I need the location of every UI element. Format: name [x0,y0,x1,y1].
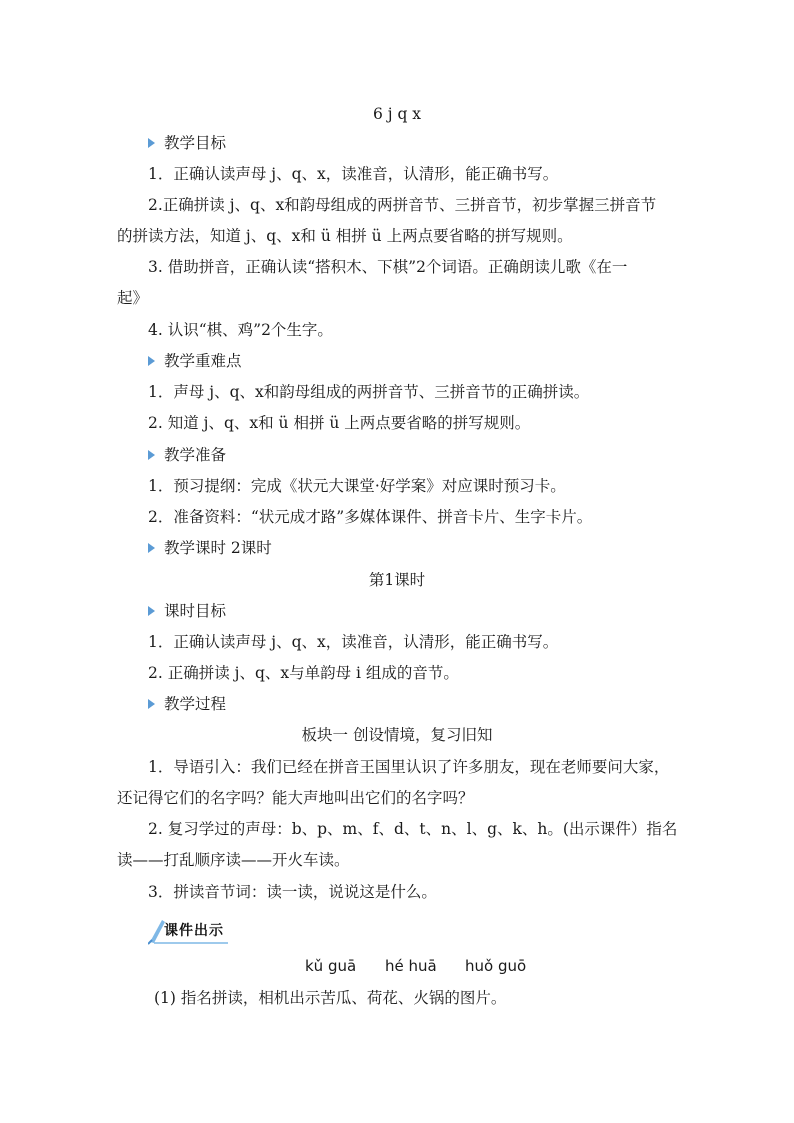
lesson-title: 6 j q x [372,105,422,123]
paragraph: 的拼读方法，知道 j、q、x和 ü 相拼 ü 上两点要省略的拼写规则。 [117,227,573,245]
paragraph: 还记得它们的名字吗？能大声地叫出它们的名字吗？ [117,789,474,807]
section-heading-text: 课时目标 [164,602,227,620]
paragraph: 1．导语引入：我们已经在拼音王国里认识了许多朋友，现在老师要问大家， [148,758,670,776]
triangle-bullet-icon [148,138,155,148]
paragraph: 2.正确拼读 j、q、x和韵母组成的两拼音节、三拼音节，初步掌握三拼音节 [148,196,657,214]
section-heading-text: 教学准备 [164,446,227,464]
paragraph: 1．预习提纲：完成《状元大课堂·好学案》对应课时预习卡。 [148,477,566,495]
section-heading-goals [148,132,226,154]
paragraph: 1．正确认读声母 j、q、x，读准音，认清形，能正确书写。 [148,633,559,651]
paragraph: 起》 [117,289,149,307]
paragraph: 2. 知道 j、q、x和 ü 相拼 ü 上两点要省略的拼写规则。 [148,414,531,432]
section-heading-process [148,693,226,715]
pinyin-word: huǒ guō [465,957,527,975]
courseware-label-text: 课件出示 [164,923,224,939]
courseware-label [148,916,238,946]
paragraph: 2. 正确拼读 j、q、x与单韵母 i 组成的音节。 [148,664,459,682]
section-heading-lesson-goals [148,600,226,622]
triangle-bullet-icon [148,699,155,709]
paragraph: 读——打乱顺序读——开火车读。 [117,851,350,869]
section-heading-key-points [148,350,242,372]
triangle-bullet-icon [148,356,155,366]
lesson-number-heading: 第1课时 [368,571,426,589]
section-heading-hours [148,537,272,559]
paragraph: 3. 借助拼音，正确认读“搭积木、下棋”2个词语。正确朗读儿歌《在一 [148,258,628,276]
paragraph: 4. 认识“棋、鸡”2个生字。 [148,321,333,339]
paragraph: 1．声母 j、q、x和韵母组成的两拼音节、三拼音节的正确拼读。 [148,383,590,401]
paragraph: 1．正确认读声母 j、q、x，读准音，认清形，能正确书写。 [148,165,559,183]
pinyin-word: kǔ guā [305,957,357,975]
section-heading-text: 教学目标 [164,134,227,152]
paragraph: (1) 指名拼读，相机出示苦瓜、荷花、火锅的图片。 [154,989,507,1007]
section-heading-preparation [148,444,226,466]
paragraph: 3．拼读音节词：读一读，说说这是什么。 [148,883,437,901]
section-heading-text: 教学重难点 [164,352,242,370]
block-heading: 板块一 创设情境，复习旧知 [301,726,493,744]
triangle-bullet-icon [148,450,155,460]
paragraph: 2. 复习学过的声母：b、p、m、f、d、t、n、l、g、k、h。(出示课件）指名 [148,820,678,838]
section-heading-text: 教学课时 2课时 [164,539,272,557]
section-heading-text: 教学过程 [164,695,227,713]
triangle-bullet-icon [148,606,155,616]
triangle-bullet-icon [148,543,155,553]
paragraph: 2．准备资料：“状元成才路”多媒体课件、拼音卡片、生字卡片。 [148,508,593,526]
pinyin-word: hé huā [385,957,437,975]
